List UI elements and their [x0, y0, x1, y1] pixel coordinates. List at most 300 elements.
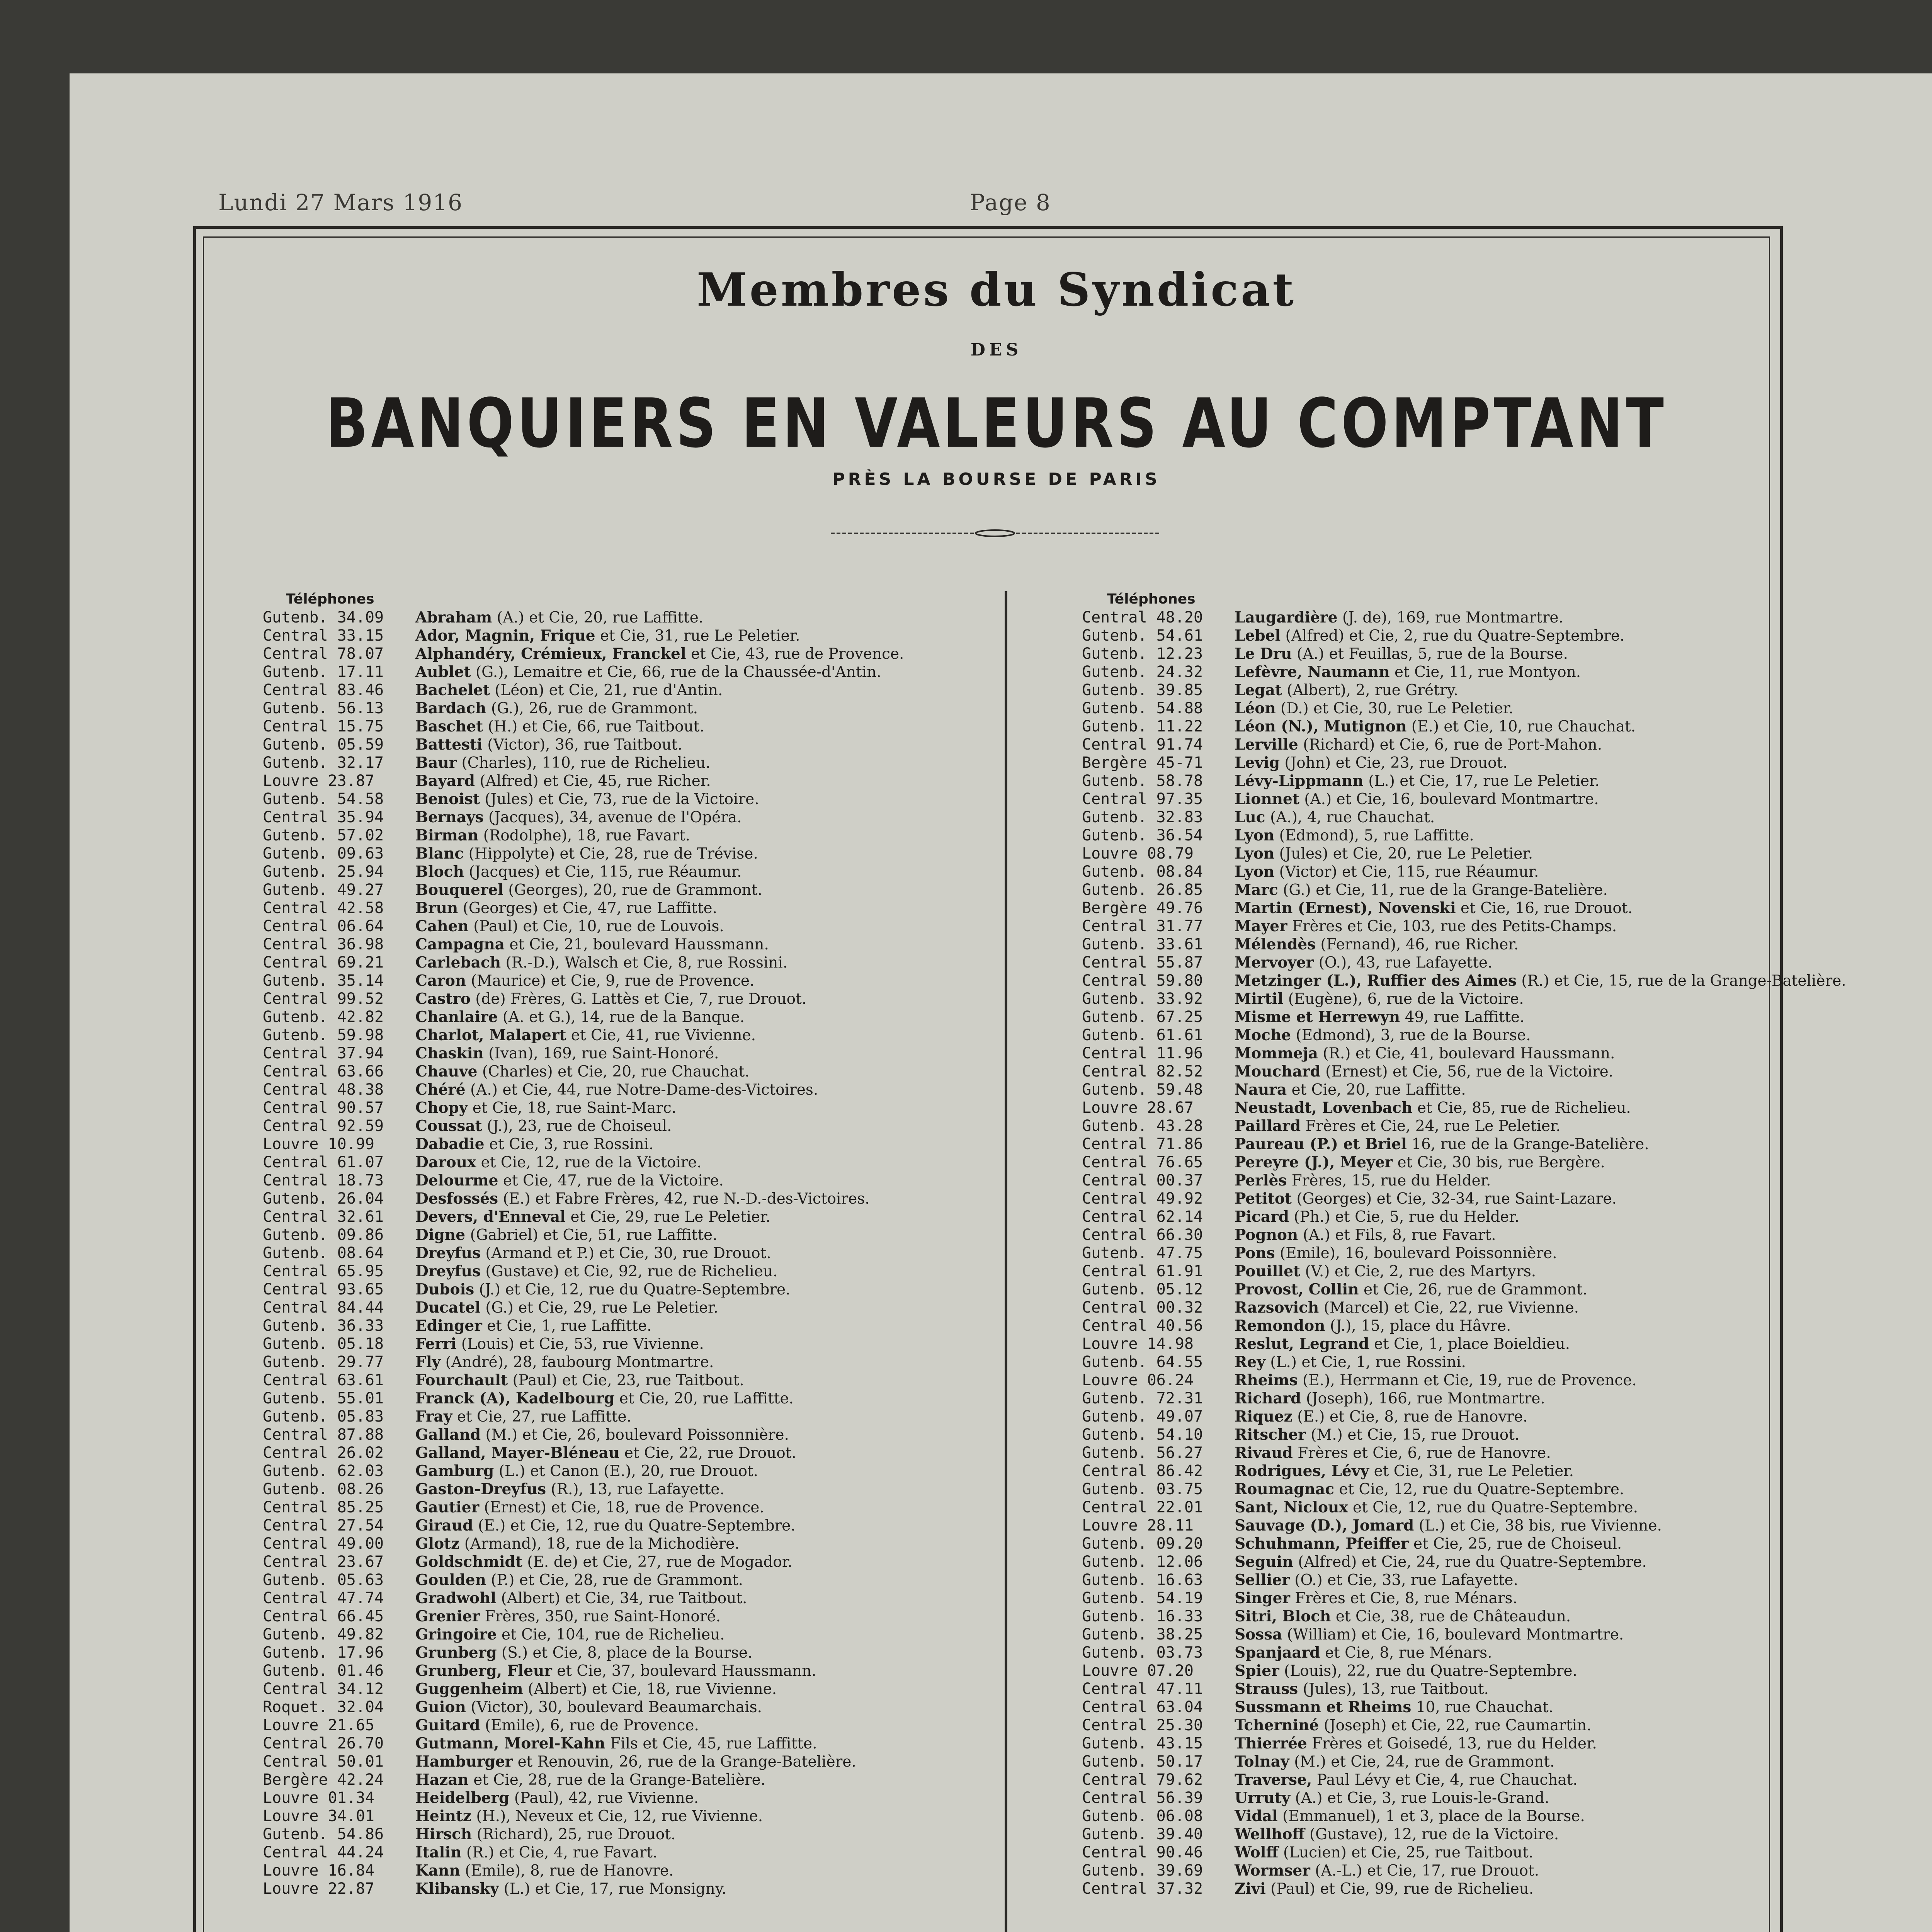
member-name: Pognon: [1235, 1226, 1298, 1244]
phone-number: Gutenb. 43.15: [1082, 1735, 1203, 1752]
phone-number: Central 37.94: [263, 1044, 384, 1062]
phone-number: Louvre 08.79: [1082, 845, 1194, 862]
member-address: (Joseph) et Cie, 22, rue Caumartin.: [1323, 1717, 1592, 1734]
member-address: (J.) et Cie, 12, rue du Quatre-Septembre.: [479, 1281, 791, 1298]
phone-number: Gutenb. 17.11: [263, 663, 384, 681]
member-entry: [1082, 1444, 1777, 1462]
member-entry: [1082, 1789, 1777, 1807]
member-entry: [263, 736, 997, 754]
member-entry: [263, 1571, 997, 1589]
member-entry: [263, 935, 997, 954]
member-address: (Louis), 22, rue du Quatre-Septembre.: [1284, 1662, 1577, 1680]
phone-number: Central 00.37: [1082, 1172, 1203, 1189]
member-name: Gradwohl: [415, 1589, 497, 1607]
phone-number: Central 48.20: [1082, 609, 1203, 626]
member-name: Sellier: [1235, 1571, 1290, 1589]
member-address: (Richard), 25, rue Drouot.: [476, 1826, 676, 1843]
member-entry: [263, 1680, 997, 1698]
phone-number: Gutenb. 54.10: [1082, 1426, 1203, 1444]
member-entry: [1082, 1662, 1777, 1680]
member-name: Ador, Magnin, Frique: [415, 627, 595, 645]
member-address: (A. et G.), 14, rue de la Banque.: [502, 1009, 745, 1026]
member-entry: [1082, 1753, 1777, 1771]
phone-number: Louvre 34.01: [263, 1807, 374, 1825]
member-name: Le Dru: [1235, 645, 1292, 663]
phone-number: Central 61.07: [263, 1153, 384, 1171]
member-address: (A.) et Cie, 16, boulevard Montmartre.: [1304, 791, 1599, 808]
member-address: (A.) et Fils, 8, rue Favart.: [1303, 1226, 1496, 1244]
member-address: (Léon) et Cie, 21, rue d'Antin.: [495, 682, 723, 699]
phone-number: Gutenb. 16.33: [1082, 1607, 1203, 1625]
phone-number: Central 99.52: [263, 990, 384, 1008]
member-name: Sitri, Bloch: [1235, 1607, 1331, 1625]
member-name: Dubois: [415, 1281, 474, 1298]
phone-number: Gutenb. 64.55: [1082, 1353, 1203, 1371]
phone-number: Central 40.56: [1082, 1317, 1203, 1335]
member-entry: [263, 1825, 997, 1844]
member-address: (Paul), 42, rue Vivienne.: [514, 1789, 699, 1807]
phone-number: Gutenb. 01.46: [263, 1662, 384, 1680]
member-name: Heintz: [415, 1807, 471, 1825]
phone-number: Gutenb. 08.84: [1082, 863, 1203, 881]
member-address: (J.), 23, rue de Choiseul.: [487, 1117, 672, 1135]
member-name: Pons: [1235, 1244, 1275, 1262]
phone-number: Louvre 21.65: [263, 1716, 374, 1734]
phone-number: Louvre 23.87: [263, 772, 374, 790]
member-name: Thierrée: [1235, 1735, 1307, 1752]
phone-number: Central 18.73: [263, 1172, 384, 1189]
phone-number: Gutenb. 24.32: [1082, 663, 1203, 681]
member-name: Martin (Ernest), Novenski: [1235, 899, 1456, 917]
phone-number: Central 22.01: [1082, 1498, 1203, 1516]
member-address: (R.), 13, rue Lafayette.: [551, 1481, 724, 1498]
title-banquiers: BANQUIERS EN VALEURS AU COMPTANT: [325, 384, 1667, 463]
member-name: Mouchard: [1235, 1063, 1321, 1080]
phone-number: Gutenb. 03.73: [1082, 1644, 1203, 1662]
member-entry: [263, 699, 997, 718]
member-name: Galland: [415, 1426, 481, 1444]
phone-number: Central 86.42: [1082, 1462, 1203, 1480]
member-name: Lionnet: [1235, 790, 1299, 808]
member-name: Ritscher: [1235, 1426, 1306, 1444]
right-phones-header: Téléphones: [1107, 591, 1196, 607]
member-name: Vidal: [1235, 1807, 1278, 1825]
member-entry: [263, 1371, 997, 1389]
member-entry: [263, 1771, 997, 1789]
member-address: et Cie, 20, rue Laffitte.: [619, 1390, 794, 1407]
member-name: Strauss: [1235, 1680, 1298, 1698]
member-entry: [1082, 790, 1777, 808]
phone-number: Gutenb. 33.61: [1082, 935, 1203, 953]
member-address: (A.) et Cie, 3, rue Louis-le-Grand.: [1295, 1789, 1549, 1807]
phone-number: Central 69.21: [263, 954, 384, 971]
member-name: Fray: [415, 1408, 452, 1425]
member-address: (Hippolyte) et Cie, 28, rue de Trévise.: [468, 845, 758, 862]
member-name: Singer: [1235, 1589, 1290, 1607]
member-entry: [1082, 1498, 1777, 1517]
member-address: (O.), 43, rue Lafayette.: [1318, 954, 1493, 971]
phone-number: Gutenb. 67.25: [1082, 1008, 1203, 1026]
phone-number: Central 31.77: [1082, 917, 1203, 935]
member-name: Mélendès: [1235, 935, 1316, 953]
phone-number: Central 15.75: [263, 718, 384, 735]
phone-number: Gutenb. 09.63: [263, 845, 384, 862]
phone-number: Central 82.52: [1082, 1063, 1203, 1080]
member-name: Remondon: [1235, 1317, 1325, 1335]
member-entry: [1082, 736, 1777, 754]
member-entry: [263, 972, 997, 990]
member-entry: [1082, 1172, 1777, 1190]
member-entry: [1082, 1299, 1777, 1317]
member-name: Rodrigues, Lévy: [1235, 1462, 1369, 1480]
member-entry: [263, 1644, 997, 1662]
phone-number: Gutenb. 26.85: [1082, 881, 1203, 899]
member-address: (Gabriel) et Cie, 51, rue Laffitte.: [470, 1226, 718, 1244]
member-address: (Victor) et Cie, 115, rue Réaumur.: [1279, 863, 1539, 881]
member-address: (A.) et Feuillas, 5, rue de la Bourse.: [1296, 645, 1568, 663]
phone-number: Central 59.80: [1082, 972, 1203, 990]
member-address: (Armand et P.) et Cie, 30, rue Drouot.: [485, 1245, 771, 1262]
member-name: Goldschmidt: [415, 1553, 522, 1571]
phone-number: Gutenb. 08.64: [263, 1244, 384, 1262]
member-address: (E.) et Cie, 8, rue de Hanovre.: [1297, 1408, 1528, 1425]
member-name: Legat: [1235, 681, 1282, 699]
phone-number: Bergère 49.76: [1082, 899, 1203, 917]
member-address: (E.), Herrmann et Cie, 19, rue de Provence.: [1303, 1372, 1637, 1389]
member-address: (A.) et Cie, 44, rue Notre-Dame-des-Victoires.: [470, 1081, 818, 1099]
phone-number: Central 26.02: [263, 1444, 384, 1462]
member-address: (Fernand), 46, rue Richer.: [1320, 936, 1519, 953]
member-name: Roumagnac: [1235, 1480, 1334, 1498]
member-name: Blanc: [415, 845, 464, 862]
member-address: et Cie, 18, rue Saint-Marc.: [472, 1099, 677, 1117]
title-bourse: PRÈS LA BOURSE DE PARIS: [832, 469, 1160, 489]
member-name: Chauve: [415, 1063, 478, 1080]
member-name: Naura: [1235, 1081, 1287, 1099]
member-address: (Paul) et Cie, 10, rue de Louvois.: [473, 918, 724, 935]
member-name: Perlès: [1235, 1172, 1287, 1189]
member-name: Italin: [415, 1844, 462, 1861]
phone-number: Gutenb. 42.82: [263, 1008, 384, 1026]
member-address: Frères et Cie, 103, rue des Petits-Champs.: [1292, 918, 1617, 935]
member-address: (William) et Cie, 16, boulevard Montmartre.: [1287, 1626, 1624, 1643]
member-entry: [1082, 609, 1777, 627]
member-address: (E.) et Cie, 10, rue Chauchat.: [1411, 718, 1636, 735]
member-entry: [263, 954, 997, 972]
member-address: (O.) et Cie, 33, rue Lafayette.: [1294, 1571, 1518, 1589]
member-entry: [263, 1208, 997, 1226]
phone-number: Gutenb. 62.03: [263, 1462, 384, 1480]
member-address: et Cie, 12, rue du Quatre-Septembre.: [1339, 1481, 1624, 1498]
member-entry: [1082, 1008, 1777, 1026]
member-address: (Edmond), 5, rue Laffitte.: [1279, 827, 1474, 844]
member-name: Wellhoff: [1235, 1825, 1305, 1843]
member-entry: [1082, 1208, 1777, 1226]
member-name: Lyon: [1235, 827, 1275, 844]
member-address: (G.) et Cie, 11, rue de la Grange-Batelière.: [1283, 881, 1608, 899]
member-entry: [1082, 1862, 1777, 1880]
member-name: Mervoyer: [1235, 954, 1314, 971]
member-entry: [263, 645, 997, 663]
column-divider: [1005, 591, 1007, 1932]
member-address: (Paul) et Cie, 23, rue Taitbout.: [512, 1372, 744, 1389]
member-entry: [1082, 1335, 1777, 1353]
member-entry: [263, 627, 997, 645]
member-entry: [263, 1244, 997, 1262]
phone-number: Central 76.65: [1082, 1153, 1203, 1171]
member-address: (Joseph), 166, rue Montmartre.: [1306, 1390, 1545, 1407]
phone-number: Gutenb. 39.40: [1082, 1825, 1203, 1843]
member-address: et Cie, 43, rue de Provence.: [691, 645, 904, 663]
member-entry: [263, 1462, 997, 1480]
phone-number: Central 84.44: [263, 1299, 384, 1316]
phone-number: Gutenb. 36.33: [263, 1317, 384, 1335]
phone-number: Bergère 42.24: [263, 1771, 384, 1789]
phone-number: Gutenb. 35.14: [263, 972, 384, 990]
member-address: (V.) et Cie, 2, rue des Martyrs.: [1305, 1263, 1536, 1280]
phone-number: Gutenb. 54.88: [1082, 699, 1203, 717]
member-address: et Cie, 27, rue Laffitte.: [457, 1408, 632, 1425]
member-name: Desfossés: [415, 1190, 498, 1208]
member-name: Tcherniné: [1235, 1716, 1319, 1734]
member-address: (L.) et Cie, 38 bis, rue Vivienne.: [1418, 1517, 1662, 1534]
member-address: (Georges), 20, rue de Grammont.: [508, 881, 762, 899]
member-entry: [263, 754, 997, 772]
member-address: (R.) et Cie, 41, boulevard Haussmann.: [1323, 1045, 1615, 1062]
member-entry: [1082, 863, 1777, 881]
phone-number: Gutenb. 43.28: [1082, 1117, 1203, 1135]
member-address: (Emile), 6, rue de Provence.: [485, 1717, 699, 1734]
member-name: Alphandéry, Crémieux, Franckel: [415, 645, 686, 663]
member-name: Traverse,: [1235, 1771, 1312, 1789]
member-address: (L.) et Cie, 17, rue Monsigny.: [503, 1880, 726, 1898]
member-entry: [1082, 1081, 1777, 1099]
phone-number: Gutenb. 59.98: [263, 1026, 384, 1044]
phone-number: Gutenb. 39.85: [1082, 681, 1203, 699]
member-name: Bouquerel: [415, 881, 503, 899]
member-entry: [1082, 917, 1777, 935]
member-name: Petitot: [1235, 1190, 1292, 1208]
member-address: et Cie, 25, rue de Choiseul.: [1413, 1535, 1622, 1553]
member-name: Benoist: [415, 790, 480, 808]
member-entry: [1082, 1262, 1777, 1281]
member-entry: [1082, 1135, 1777, 1153]
member-entry: [1082, 1044, 1777, 1063]
member-name: Baschet: [415, 718, 483, 735]
member-name: Metzinger (L.), Ruffier des Aimes: [1235, 972, 1517, 990]
member-entry: [263, 1753, 997, 1771]
member-name: Wolff: [1235, 1844, 1279, 1861]
member-address: et Cie, 37, boulevard Haussmann.: [557, 1662, 816, 1680]
member-address: et Cie, 29, rue Le Peletier.: [570, 1208, 770, 1226]
member-address: (A.-L.) et Cie, 17, rue Drouot.: [1315, 1862, 1539, 1879]
member-entry: [1082, 1026, 1777, 1044]
member-address: (Jacques) et Cie, 115, rue Réaumur.: [469, 863, 742, 881]
page-number: Page 8: [970, 189, 1051, 216]
member-entry: [263, 1190, 997, 1208]
member-name: Grunberg: [415, 1644, 497, 1662]
member-name: Chopy: [415, 1099, 468, 1117]
member-entry: [1082, 699, 1777, 718]
member-address: (Louis) et Cie, 53, rue Vivienne.: [461, 1335, 704, 1353]
phone-number: Central 23.67: [263, 1553, 384, 1571]
member-entry: [263, 1807, 997, 1825]
member-entry: [1082, 1389, 1777, 1408]
member-address: (Victor), 36, rue Taitbout.: [487, 736, 682, 753]
member-entry: [263, 1662, 997, 1680]
member-entry: [1082, 1426, 1777, 1444]
phone-number: Central 63.66: [263, 1063, 384, 1080]
member-name: Ducatel: [415, 1299, 481, 1316]
member-entry: [263, 808, 997, 827]
member-entry: [263, 881, 997, 899]
member-entry: [263, 899, 997, 917]
member-name: Campagna: [415, 935, 505, 953]
member-entry: [263, 1589, 997, 1607]
phone-number: Gutenb. 05.18: [263, 1335, 384, 1353]
phone-number: Gutenb. 16.63: [1082, 1571, 1203, 1589]
member-address: (R.-D.), Walsch et Cie, 8, rue Rossini.: [505, 954, 788, 971]
member-address: (J.), 15, place du Hâvre.: [1330, 1317, 1511, 1335]
member-address: (Lucien) et Cie, 25, rue Taitbout.: [1283, 1844, 1534, 1861]
member-address: (Marcel) et Cie, 22, rue Vivienne.: [1323, 1299, 1579, 1316]
phone-number: Gutenb. 09.20: [1082, 1535, 1203, 1553]
member-address: (John) et Cie, 23, rue Drouot.: [1284, 754, 1508, 772]
member-entry: [1082, 1844, 1777, 1862]
member-address: (Alfred) et Cie, 24, rue du Quatre-Septembre.: [1298, 1553, 1647, 1571]
member-address: (André), 28, faubourg Montmartre.: [445, 1354, 714, 1371]
member-name: Schuhmann, Pfeiffer: [1235, 1535, 1409, 1553]
phone-number: Gutenb. 05.83: [263, 1408, 384, 1425]
member-entry: [263, 1335, 997, 1353]
member-name: Mayer: [1235, 917, 1287, 935]
member-address: 49, rue Laffitte.: [1405, 1009, 1525, 1026]
phone-number: Central 25.30: [1082, 1716, 1203, 1734]
member-address: Fils et Cie, 45, rue Laffitte.: [610, 1735, 817, 1752]
member-entry: [1082, 1553, 1777, 1571]
phone-number: Gutenb. 57.02: [263, 827, 384, 844]
phone-number: Gutenb. 05.12: [1082, 1281, 1203, 1298]
member-address: (Ivan), 169, rue Saint-Honoré.: [488, 1045, 719, 1062]
member-name: Marc: [1235, 881, 1278, 899]
member-name: Bloch: [415, 863, 464, 881]
member-entry: [1082, 681, 1777, 699]
member-name: Heidelberg: [415, 1789, 510, 1807]
member-name: Sossa: [1235, 1626, 1282, 1643]
member-address: (G.), 26, rue de Grammont.: [491, 700, 698, 717]
member-address: (R.) et Cie, 15, rue de la Grange-Batelière.: [1521, 972, 1846, 990]
phone-number: Gutenb. 72.31: [1082, 1389, 1203, 1407]
phone-number: Central 37.32: [1082, 1880, 1203, 1898]
phone-number: Gutenb. 12.06: [1082, 1553, 1203, 1571]
member-address: et Cie, 20, rue Laffitte.: [1291, 1081, 1466, 1099]
member-name: Rey: [1235, 1353, 1265, 1371]
member-name: Lebel: [1235, 627, 1281, 645]
member-entry: [1082, 1153, 1777, 1172]
member-address: et Cie, 11, rue Montyon.: [1394, 663, 1581, 681]
phone-number: Central 27.54: [263, 1517, 384, 1534]
member-name: Dreyfus: [415, 1262, 481, 1280]
member-address: et Cie, 12, rue de la Victoire.: [481, 1154, 702, 1171]
phone-number: Gutenb. 59.48: [1082, 1081, 1203, 1099]
member-address: (Paul) et Cie, 99, rue de Richelieu.: [1270, 1880, 1534, 1898]
phone-number: Gutenb. 12.23: [1082, 645, 1203, 663]
member-name: Léon (N.), Mutignon: [1235, 718, 1407, 735]
member-name: Charlot, Malapert: [415, 1026, 566, 1044]
member-name: Moche: [1235, 1026, 1291, 1044]
phone-number: Central 97.35: [1082, 790, 1203, 808]
member-entry: [263, 1880, 997, 1898]
member-address: (Georges) et Cie, 32-34, rue Saint-Lazare.: [1296, 1190, 1617, 1208]
phone-number: Louvre 01.34: [263, 1789, 374, 1807]
member-name: Chanlaire: [415, 1008, 498, 1026]
member-name: Seguin: [1235, 1553, 1293, 1571]
member-entry: [1082, 1825, 1777, 1844]
member-address: (S.) et Cie, 8, place de la Bourse.: [501, 1644, 753, 1662]
phone-number: Gutenb. 56.13: [263, 699, 384, 717]
phone-number: Gutenb. 33.92: [1082, 990, 1203, 1008]
phone-number: Gutenb. 03.75: [1082, 1480, 1203, 1498]
member-address: et Cie, 1, place Boieldieu.: [1374, 1335, 1570, 1353]
member-address: (G.) et Cie, 29, rue Le Peletier.: [485, 1299, 718, 1316]
member-name: Léon: [1235, 699, 1276, 717]
member-entry: [1082, 1281, 1777, 1299]
member-address: (H.), Neveux et Cie, 12, rue Vivienne.: [476, 1808, 763, 1825]
member-entry: [1082, 1244, 1777, 1262]
phone-number: Gutenb. 32.83: [1082, 808, 1203, 826]
member-name: Devers, d'Enneval: [415, 1208, 566, 1226]
member-name: Wormser: [1235, 1862, 1310, 1879]
phone-number: Central 50.01: [263, 1753, 384, 1770]
member-entry: [1082, 954, 1777, 972]
phone-number: Louvre 22.87: [263, 1880, 374, 1898]
member-entry: [1082, 1190, 1777, 1208]
member-name: Pereyre (J.), Meyer: [1235, 1153, 1393, 1171]
member-name: Spier: [1235, 1662, 1279, 1680]
member-address: (Ph.) et Cie, 5, rue du Helder.: [1294, 1208, 1520, 1226]
phone-number: Gutenb. 49.82: [263, 1626, 384, 1643]
phone-number: Central 63.61: [263, 1371, 384, 1389]
member-name: Pouillet: [1235, 1262, 1300, 1280]
member-entry: [1082, 1099, 1777, 1117]
member-address: (Gustave) et Cie, 92, rue de Richelieu.: [485, 1263, 778, 1280]
member-name: Reslut, Legrand: [1235, 1335, 1369, 1353]
member-entry: [1082, 1571, 1777, 1589]
member-name: Bardach: [415, 699, 486, 717]
phone-number: Central 11.96: [1082, 1044, 1203, 1062]
member-entry: [263, 1389, 997, 1408]
member-name: Grenier: [415, 1607, 480, 1625]
member-address: et Cie, 31, rue Le Peletier.: [600, 627, 800, 645]
member-entry: [263, 1117, 997, 1135]
member-name: Tolnay: [1235, 1753, 1289, 1770]
left-phones-header: Téléphones: [286, 591, 374, 607]
member-name: Digne: [415, 1226, 466, 1244]
member-name: Lyon: [1235, 863, 1275, 881]
phone-number: Gutenb. 34.09: [263, 609, 384, 626]
member-address: (Emile), 16, boulevard Poissonnière.: [1280, 1245, 1557, 1262]
member-address: (L.) et Cie, 1, rue Rossini.: [1270, 1354, 1466, 1371]
member-name: Birman: [415, 827, 479, 844]
member-name: Hazan: [415, 1771, 469, 1789]
member-address: et Cie, 21, boulevard Haussmann.: [509, 936, 769, 953]
member-name: Mommeja: [1235, 1044, 1318, 1062]
members-list-left: [263, 609, 997, 1898]
member-entry: [263, 1408, 997, 1426]
member-name: Rivaud: [1235, 1444, 1293, 1462]
member-entry: [1082, 827, 1777, 845]
member-entry: [1082, 718, 1777, 736]
